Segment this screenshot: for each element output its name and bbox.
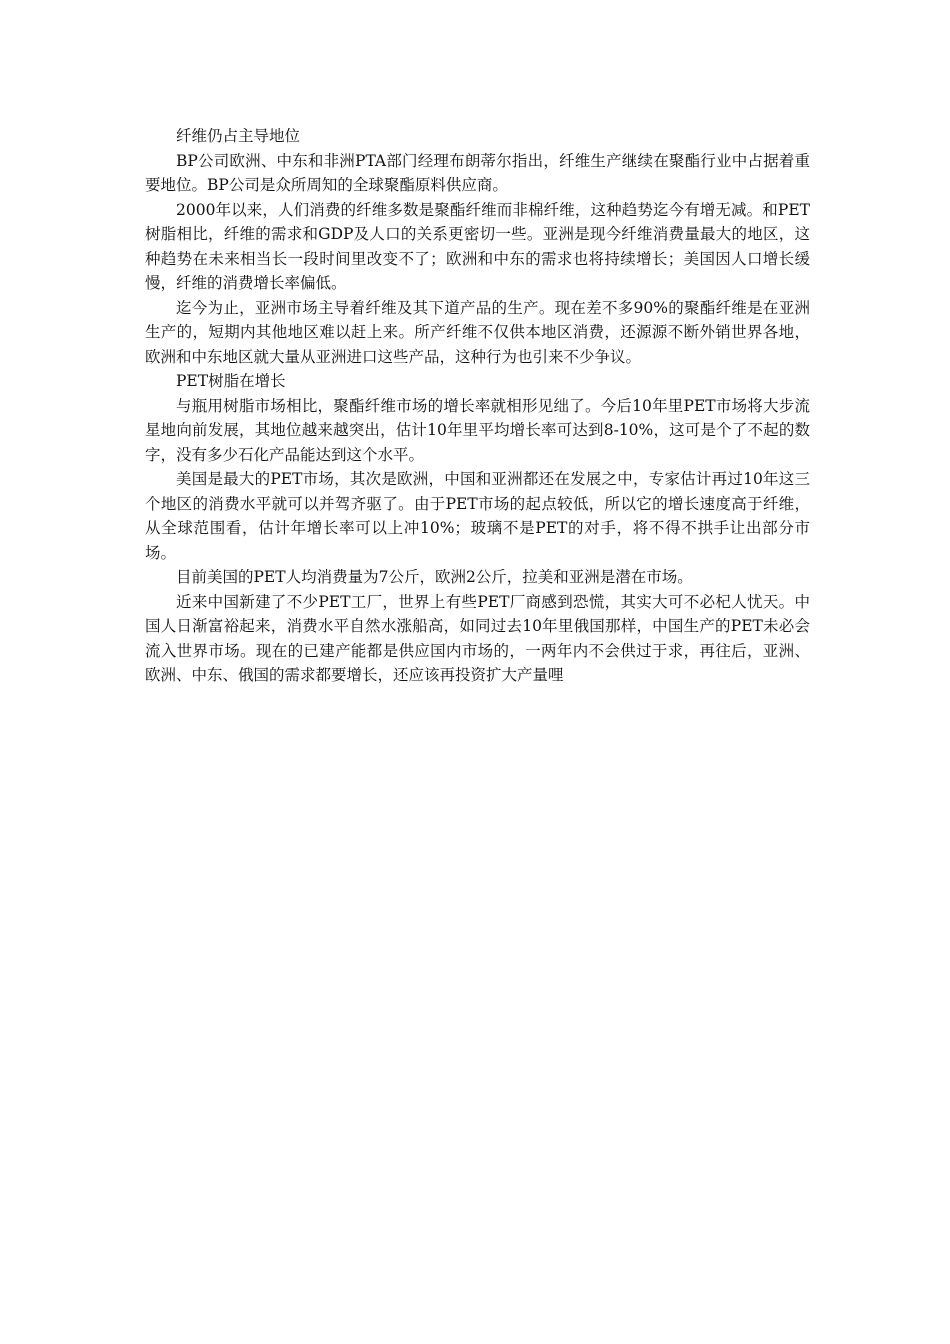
document-body	[145, 124, 810, 688]
section-heading-fiber: 纤维仍占主导地位	[176, 127, 301, 145]
paragraph-bottle-resin: 与瓶用树脂市场相比，聚酯纤维市场的增长率就相形见绌了。今后10年里PET市场将大步流星地向前发展，其地位越来越突出，估计10年里平均增长率可达到8-10%，这可是个了不起的数字，没有多少石化产品能达到这个水平。	[145, 396, 810, 464]
paragraph-fiber-trend: 2000年以来，人们消费的纤维多数是聚酯纤维而非棉纤维，这种趋势迄今有增无减。和PET树脂相比，纤维的需求和GDP及人口的关系更密切一些。亚洲是现今纤维消费量最大的地区，这种趋势在未来相当长一段时间里改变不了；欧洲和中东的需求也将持续增长；美国因人口增长缓慢，纤维的消费增长率偏低。	[145, 200, 810, 292]
paragraph-china-plants: 近来中国新建了不少PET工厂，世界上有些PET厂商感到恐慌，其实大可不必杞人忧天。中国人日渐富裕起来，消费水平自然水涨船高，如同过去10年里俄国那样，中国生产的PET未必会流入世界市场。现在的已建产能都是供应国内市场的，一两年内不会供过于求，再往后，亚洲、欧洲、中东、俄国的需求都要增长，还应该再投资扩大产量哩	[145, 592, 810, 684]
section-heading-pet-resin: PET树脂在增长	[176, 372, 286, 390]
paragraph-asia-market: 迄今为止，亚洲市场主导着纤维及其下道产品的生产。现在差不多90%的聚酯纤维是在亚洲生产的，短期内其他地区难以赶上来。所产纤维不仅供本地区消费，还源源不断外销世界各地，欧洲和中东地区就大量从亚洲进口这些产品，这种行为也引来不少争议。	[145, 298, 810, 366]
paragraph-per-capita: 目前美国的PET人均消费量为7公斤，欧洲2公斤，拉美和亚洲是潜在市场。	[176, 568, 693, 586]
paragraph-us-market: 美国是最大的PET市场，其次是欧洲，中国和亚洲都还在发展之中，专家估计再过10年这三个地区的消费水平就可以并驾齐驱了。由于PET市场的起点较低，所以它的增长速度高于纤维，从全球范围看，估计年增长率可以上冲10%；玻璃不是PET的对手，将不得不拱手让出部分市场。	[145, 470, 810, 562]
paragraph-bp-statement: BP公司欧洲、中东和非洲PTA部门经理布朗蒂尔指出，纤维生产继续在聚酯行业中占据着重要地位。BP公司是众所周知的全球聚酯原料供应商。	[145, 151, 810, 194]
